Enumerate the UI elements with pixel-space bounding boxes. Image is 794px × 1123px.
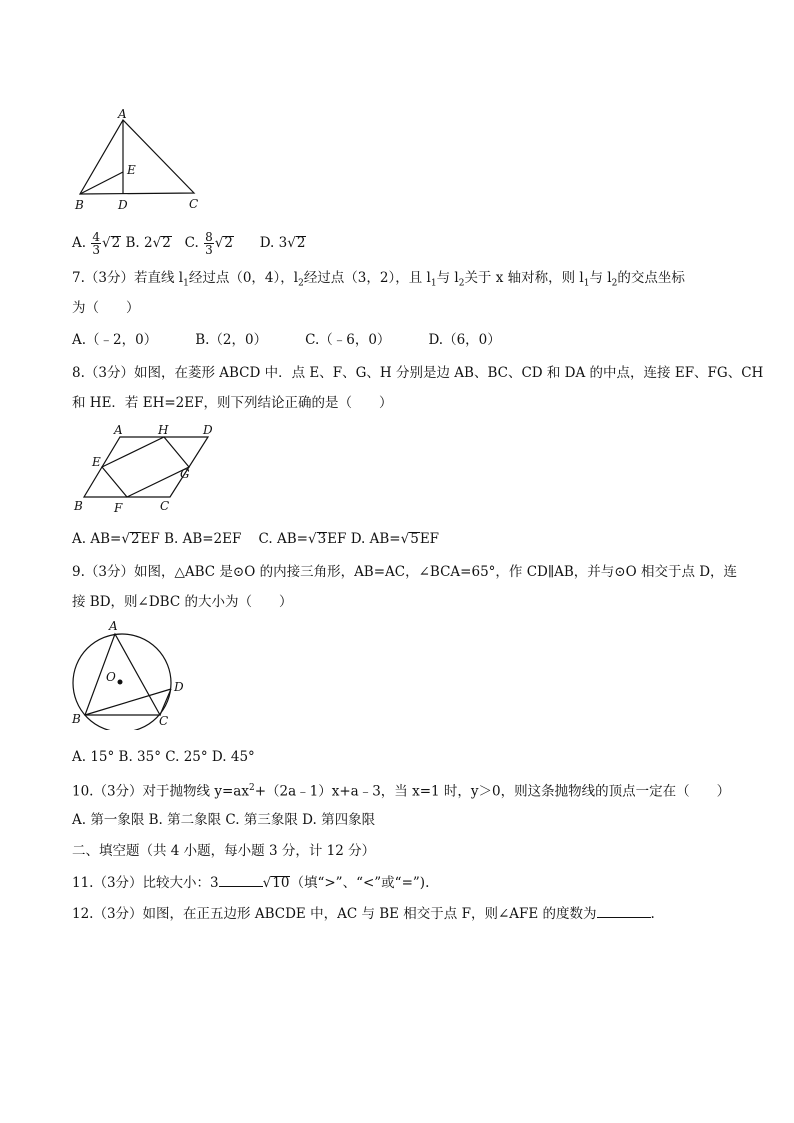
label-f: F: [114, 501, 123, 515]
fraction-8-3: $\frac{8}{3}$: [205, 230, 213, 257]
q9-options: A. 15° B. 35° C. 25° D. 45°: [72, 749, 255, 765]
center-point: [118, 680, 123, 685]
label-a: A: [109, 619, 118, 633]
q9-stem-line2: 接 BD，则∠DBC 的大小为（ ）: [72, 594, 293, 610]
label-d: D: [174, 680, 184, 694]
q10-stem: 10.（3分）对于抛物线 $y=ax^2+(2a﹣1)x+a﹣3$，当 x=1 时，y＞0，则这条抛物线的顶点一定在（ ）: [72, 783, 731, 800]
label-d: D: [118, 198, 128, 212]
label-o: O: [106, 670, 116, 684]
q10-options: A. 第一象限 B. 第二象限 C. 第三象限 D. 第四象限: [72, 812, 376, 828]
answer-blank[interactable]: [219, 886, 263, 887]
label-g: G: [180, 467, 190, 481]
figure-rhombus-abcd: [72, 420, 232, 520]
section-fill-in-heading: 二、填空题（共 4 小题，每小题 3 分，计 12 分）: [72, 843, 376, 859]
fraction-4-3: $\frac{4}{3}$: [92, 230, 100, 257]
triangle-abc: [85, 634, 160, 715]
label-c: C: [160, 499, 170, 513]
q7-stem-line2: 为（ ）: [72, 300, 140, 316]
q11-stem: 11.（3分）比较大小：3 √10（填“>”、“<”或“=”).: [72, 875, 430, 891]
label-a: A: [118, 107, 127, 121]
label-c: C: [189, 197, 199, 211]
chord-cd: [160, 689, 171, 715]
label-a: A: [114, 423, 123, 437]
figure-triangle-abc: [72, 104, 212, 214]
label-e: E: [92, 455, 101, 469]
label-b: B: [72, 712, 81, 726]
label-b: B: [74, 499, 83, 513]
answer-blank[interactable]: [597, 917, 651, 918]
figure-circle-o: [64, 615, 194, 730]
label-e: E: [127, 163, 136, 177]
label-h: H: [158, 423, 169, 437]
q12-stem: 12.（3分）如图，在正五边形 ABCDE 中，AC 与 BE 相交于点 F，则∠AFE 的度数为 .: [72, 906, 655, 922]
q9-stem-line1: 9.（3分）如图，△ABC 是⊙O 的内接三角形，AB=AC，∠BCA=65°，作 CD∥AB，并与⊙O 相交于点 D，连: [72, 564, 738, 580]
q7-options: A.（﹣2，0） B.（2，0） C.（﹣6，0） D.（6，0）: [72, 332, 501, 348]
q8-options: A. AB=√2EF B. AB=2EF C. AB=√3EF D. AB=√5EF: [72, 531, 440, 547]
q7-stem-line1: 7.（3分）若直线 $l_1$经过点（0，4），$l_2$经过点（3，2），且 $l_1$与 $l_2$关于 x 轴对称，则 $l_1$与 $l_2$的交点坐标: [72, 270, 685, 289]
triangle-abc: [80, 120, 194, 194]
label-c: C: [159, 714, 169, 728]
q8-stem-line2: 和 HE．若 EH=2EF，则下列结论正确的是（ ）: [72, 395, 393, 411]
q6-options: A. $\frac{4}{3}$ √2 B. 2√2 C. $\frac{8}{3}$ √2 D. 3√2: [72, 230, 306, 257]
q8-stem-line1: 8.（3分）如图，在菱形 ABCD 中．点 E、F、G、H 分别是边 AB、BC、CD 和 DA 的中点，连接 EF、FG、CH: [72, 365, 764, 381]
label-d: D: [203, 423, 213, 437]
label-b: B: [75, 198, 84, 212]
